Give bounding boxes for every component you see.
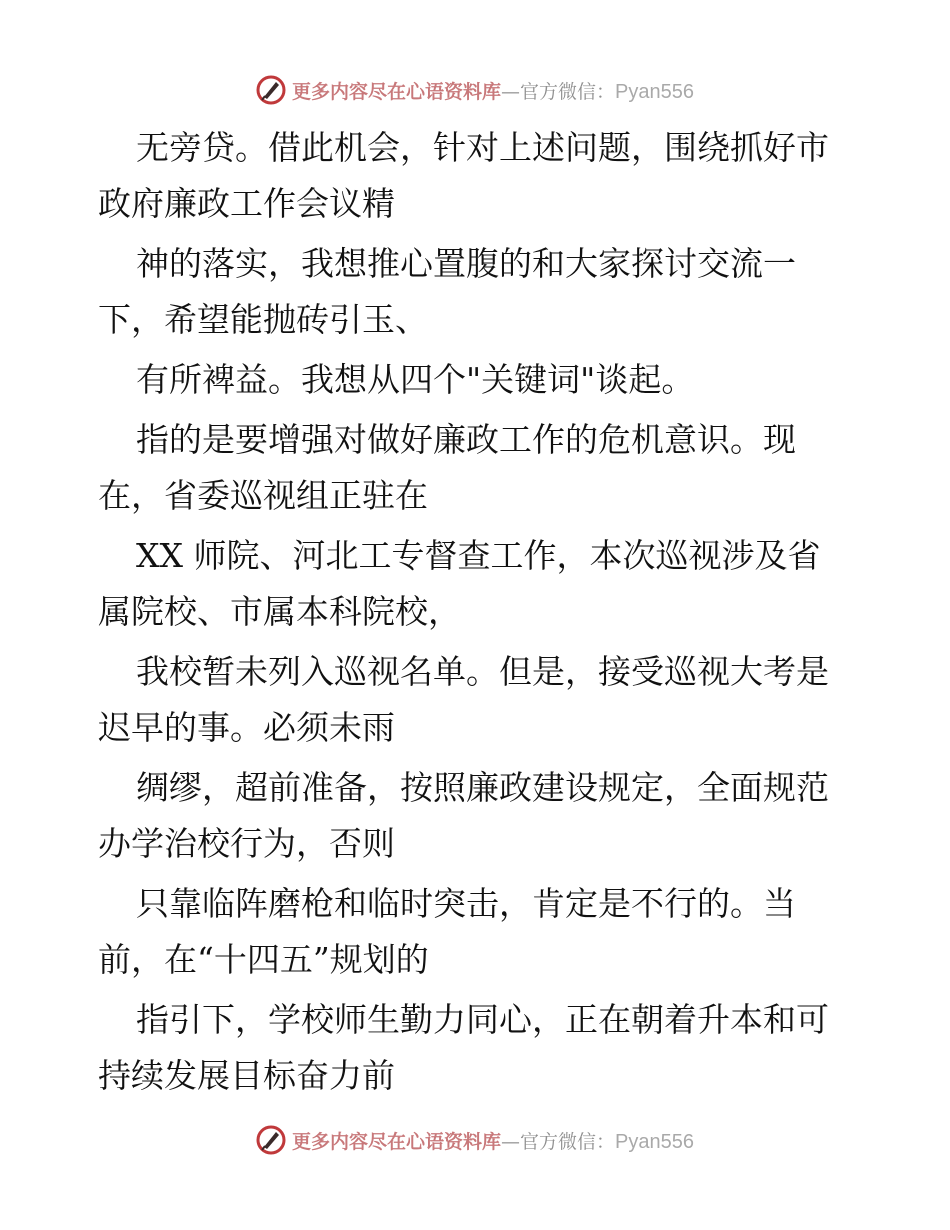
body-line: 绸缪，超前准备，按照廉政建设规定，全面规范	[136, 768, 829, 807]
footer-banner	[0, 1120, 950, 1160]
quill-logo-icon	[256, 1125, 286, 1155]
body-line: 指的是要增强对做好廉政工作的危机意识。现	[136, 420, 796, 459]
body-line: 有所裨益。我想从四个"关键词"谈起。	[136, 360, 695, 399]
body-line: 持续发展目标奋力前	[98, 1056, 395, 1095]
body-line: 下，希望能抛砖引玉、	[98, 300, 428, 339]
body-line: 指引下，学校师生勤力同心，正在朝着升本和可	[136, 1000, 829, 1039]
header-separator: —	[501, 80, 521, 103]
body-line: 政府廉政工作会议精	[98, 184, 395, 223]
footer-wechat-id: Pyan556	[615, 1130, 694, 1153]
footer-text	[292, 1127, 694, 1154]
footer-wechat-label: 官方微信：	[520, 1130, 616, 1153]
document-body	[98, 120, 858, 1104]
header-wechat-label: 官方微信：	[520, 80, 616, 103]
body-line: 属院校、市属本科院校，	[98, 592, 461, 631]
body-line: 前，在“十四五”规划的	[98, 940, 429, 979]
header-text	[292, 77, 694, 104]
header-site-name: 更多内容尽在心语资料库	[292, 80, 502, 103]
body-line: 只靠临阵磨枪和临时突击，肯定是不行的。当	[136, 884, 796, 923]
body-line: 无旁贷。借此机会，针对上述问题，围绕抓好市	[136, 128, 829, 167]
body-line: 迟早的事。必须未雨	[98, 708, 395, 747]
body-line: 我校暂未列入巡视名单。但是，接受巡视大考是	[136, 652, 829, 691]
body-line: 在，省委巡视组正驻在	[98, 476, 428, 515]
footer-site-name: 更多内容尽在心语资料库	[292, 1130, 502, 1153]
body-line: 神的落实，我想推心置腹的和大家探讨交流一	[136, 244, 796, 283]
header-banner	[0, 70, 950, 110]
body-line: 办学治校行为，否则	[98, 824, 395, 863]
footer-separator: —	[501, 1130, 521, 1153]
header-wechat-id: Pyan556	[615, 80, 694, 103]
body-line: XX 师院、河北工专督查工作，本次巡视涉及省	[136, 536, 821, 575]
quill-logo-icon	[256, 75, 286, 105]
